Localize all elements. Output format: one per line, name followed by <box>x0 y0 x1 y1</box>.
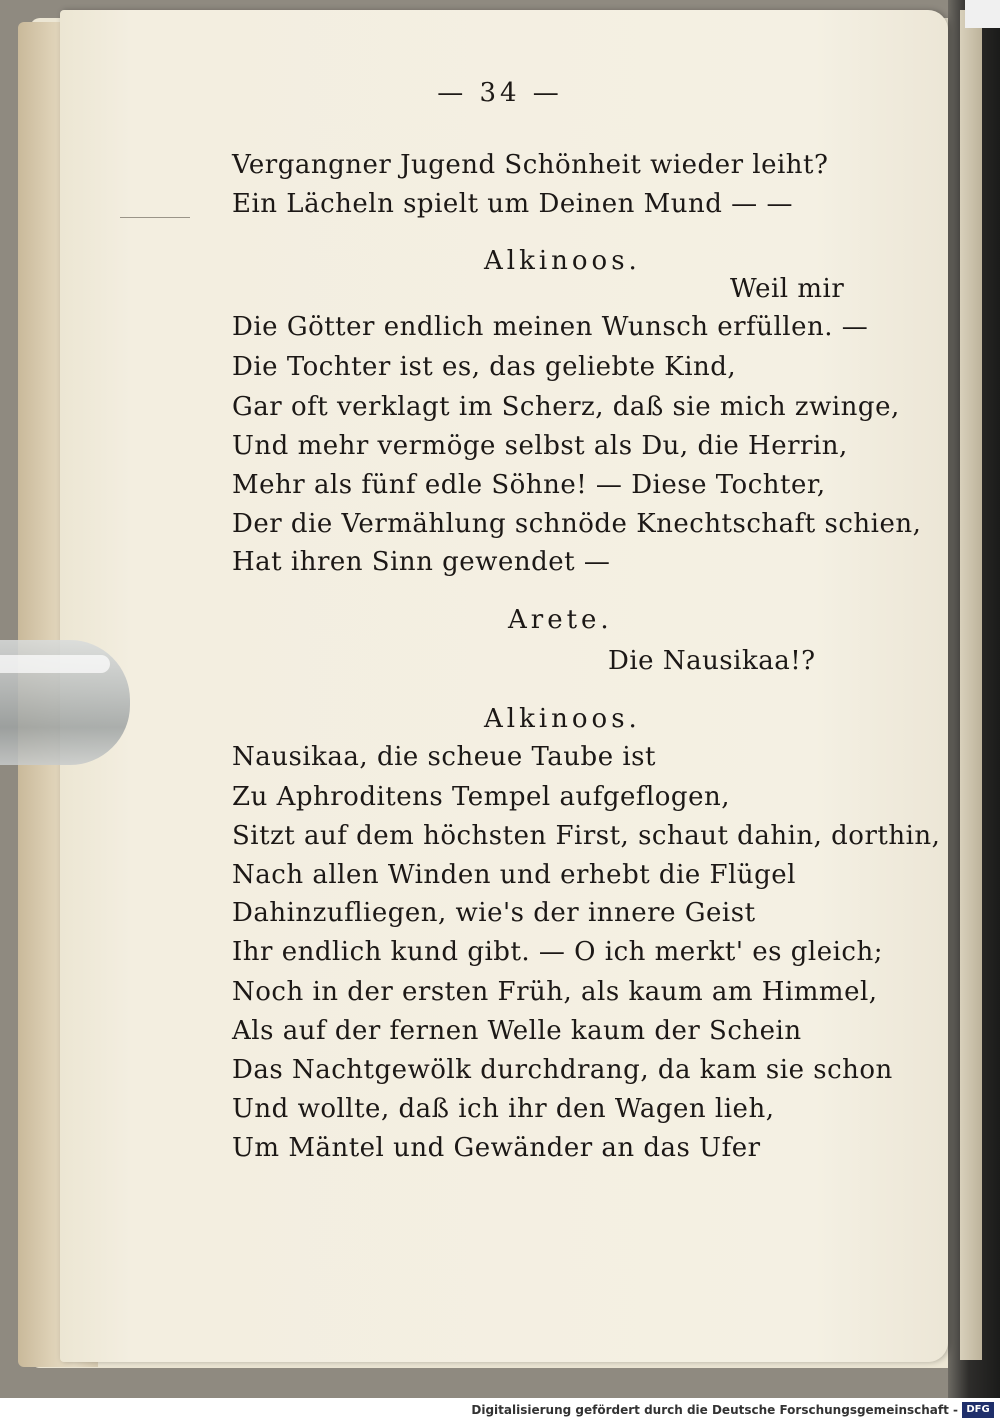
page-number: — 34 — <box>437 78 563 108</box>
corner-mark <box>965 0 1000 28</box>
margin-mark <box>120 217 190 218</box>
verse-line: Ihr endlich kund gibt. — O ich merkt' es gleich; <box>232 937 883 967</box>
verse-line: Die Tochter ist es, das geliebte Kind, <box>232 352 737 382</box>
funding-credit: Digitalisierung gefördert durch die Deutsche Forschungsgemeinschaft - <box>471 1403 958 1417</box>
verse-line: Und wollte, daß ich ihr den Wagen lieh, <box>232 1094 775 1124</box>
verse-line: Und mehr vermöge selbst als Du, die Herrin, <box>232 431 848 461</box>
verse-line: Die Nausikaa!? <box>608 646 816 676</box>
verse-line: Als auf der fernen Welle kaum der Schein <box>232 1016 802 1046</box>
verse-line: Vergangner Jugend Schönheit wieder leiht? <box>232 150 829 180</box>
verse-line: Mehr als fünf edle Söhne! — Diese Tochter, <box>232 470 826 500</box>
verse-line: Zu Aphroditens Tempel aufgeflogen, <box>232 782 730 812</box>
speaker-name: Arete. <box>508 605 613 635</box>
opposite-page-edge <box>960 10 982 1360</box>
verse-line: Weil mir <box>730 274 845 304</box>
speaker-name: Alkinoos. <box>484 246 641 276</box>
footer-bar <box>0 1398 1000 1423</box>
verse-line: Um Mäntel und Gewänder an das Ufer <box>232 1133 761 1163</box>
verse-line: Nach allen Winden und erhebt die Flügel <box>232 860 796 890</box>
speaker-name: Alkinoos. <box>484 704 641 734</box>
verse-line: Das Nachtgewölk durchdrang, da kam sie schon <box>232 1055 893 1085</box>
verse-line: Dahinzufliegen, wie's der innere Geist <box>232 898 756 928</box>
verse-line: Ein Lächeln spielt um Deinen Mund — — <box>232 189 793 219</box>
verse-line: Sitzt auf dem höchsten First, schaut dahin, dorthin, <box>232 821 941 851</box>
dfg-logo-icon: DFG <box>962 1402 994 1418</box>
verse-line: Nausikaa, die scheue Taube ist <box>232 742 656 772</box>
glass-highlight <box>0 655 110 673</box>
verse-line: Noch in der ersten Früh, als kaum am Himmel, <box>232 977 878 1007</box>
verse-line: Hat ihren Sinn gewendet — <box>232 547 611 577</box>
verse-line: Die Götter endlich meinen Wunsch erfüllen. — <box>232 312 869 342</box>
verse-line: Der die Vermählung schnöde Knechtschaft schien, <box>232 509 922 539</box>
verse-line: Gar oft verklagt im Scherz, daß sie mich zwinge, <box>232 392 900 422</box>
